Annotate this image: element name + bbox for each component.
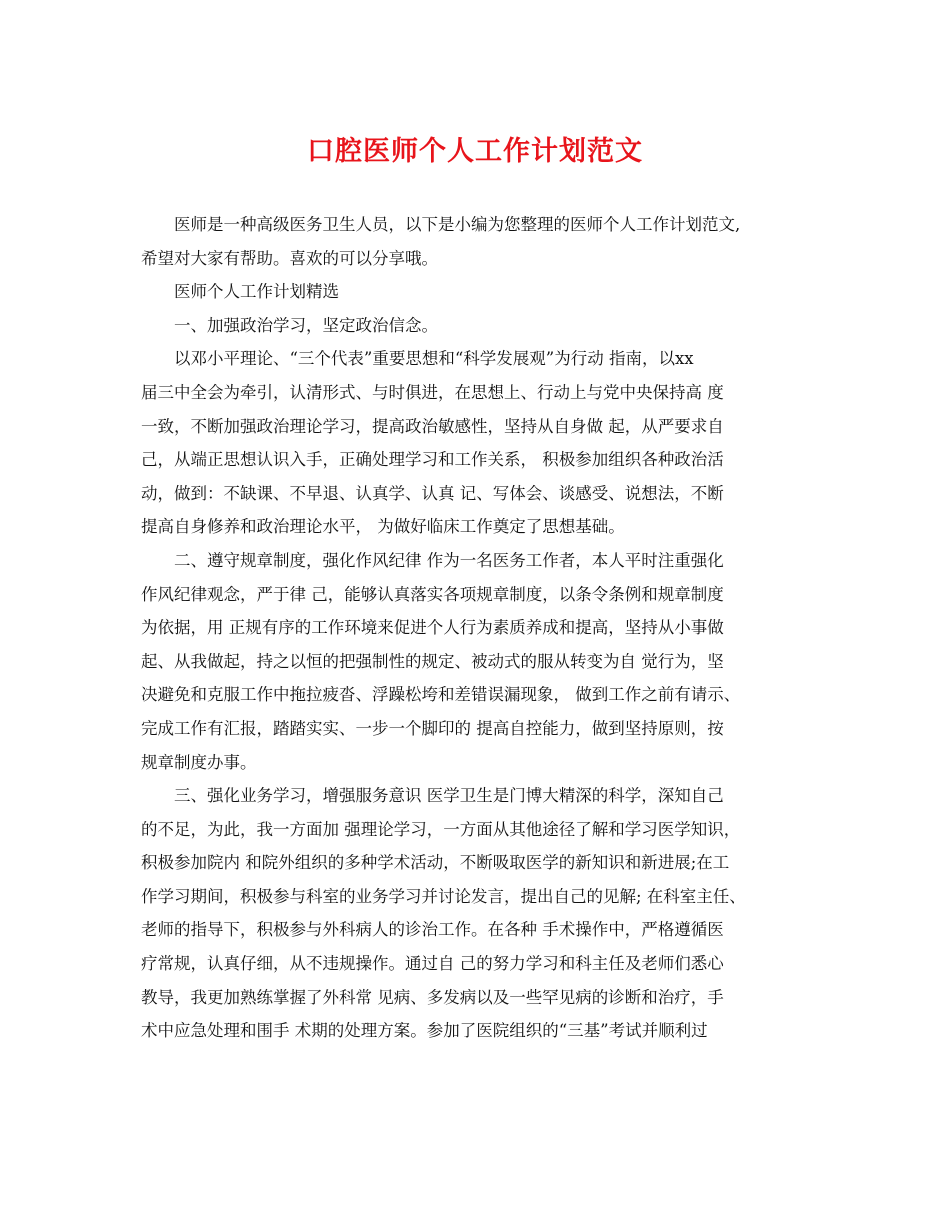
text-line: 规章制度办事。 [141, 752, 257, 772]
text-line: 作风纪律观念，严于律 己，能够认真落实各项规章制度，以条令条例和规章制度 [141, 584, 724, 604]
text-line: 以邓小平理论、“三个代表”重要思想和“科学发展观”为行动 指南，以xx [174, 349, 694, 369]
text-line: 动，做到：不缺课、不早退、认真学、认真 记、写体会、谈感受、说想法，不断 [141, 483, 724, 503]
text-line: 己，从端正思想认识入手，正确处理学习和工作关系， 积极参加组织各种政治活 [141, 450, 724, 470]
text-line: 一致，不断加强政治理论学习，提高政治敏感性，坚持从自身做 起，从严要求自 [141, 416, 724, 436]
text-line: 完成工作有汇报，踏踏实实、一步一个脚印的 提高自控能力，做到坚持原则，按 [141, 718, 724, 738]
text-line: 希望对大家有帮助。喜欢的可以分享哦。 [141, 248, 438, 268]
text-line: 三、强化业务学习，增强服务意识 医学卫生是门博大精深的科学，深知自己 [174, 786, 724, 806]
text-line: 届三中全会为牵引，认清形式、与时俱进，在思想上、行动上与党中央保持高 度 [141, 382, 724, 402]
text-line: 作学习期间，积极参与科室的业务学习并讨论发言，提出自己的见解; 在科室主任、 [141, 886, 746, 906]
text-line: 决避免和克服工作中拖拉疲沓、浮躁松垮和差错误漏现象， 做到工作之前有请示、 [141, 685, 741, 705]
text-line: 的不足，为此，我一方面加 强理论学习，一方面从其他途径了解和学习医学知识， [141, 819, 741, 839]
text-line: 术中应急处理和围手 术期的处理方案。参加了医院组织的“三基”考试并顺利过 [141, 1021, 708, 1041]
text-line: 一、加强政治学习，坚定政治信念。 [174, 315, 438, 335]
text-line: 起、从我做起，持之以恒的把强制性的规定、被动式的服从转变为自 觉行为，坚 [141, 651, 724, 671]
text-line: 教导，我更加熟练掌握了外科常 见病、多发病以及一些罕见病的诊断和治疗，手 [141, 987, 724, 1007]
text-line: 二、遵守规章制度，强化作风纪律 作为一名医务工作者，本人平时注重强化 [174, 550, 724, 570]
page-title: 口腔医师个人工作计划范文 [307, 136, 643, 167]
text-line: 老师的指导下，积极参与外科病人的诊治工作。在各种 手术操作中，严格遵循医 [141, 920, 724, 940]
text-line: 提高自身修养和政治理论水平， 为做好临床工作奠定了思想基础。 [141, 517, 625, 537]
text-line: 积极参加院内 和院外组织的多种学术活动，不断吸取医学的新知识和新进展;在工 [141, 853, 730, 873]
document-body [141, 208, 821, 1048]
text-line: 医师是一种高级医务卫生人员，以下是小编为您整理的医师个人工作计划范文, [174, 215, 741, 234]
text-line: 医师个人工作计划精选 [174, 282, 339, 302]
text-line: 为依据，用 正规有序的工作环境来促进个人行为素质养成和提高，坚持从小事做 [141, 618, 724, 638]
text-line: 疗常规，认真仔细，从不违规操作。通过自 己的努力学习和科主任及老师们悉心 [141, 954, 724, 974]
